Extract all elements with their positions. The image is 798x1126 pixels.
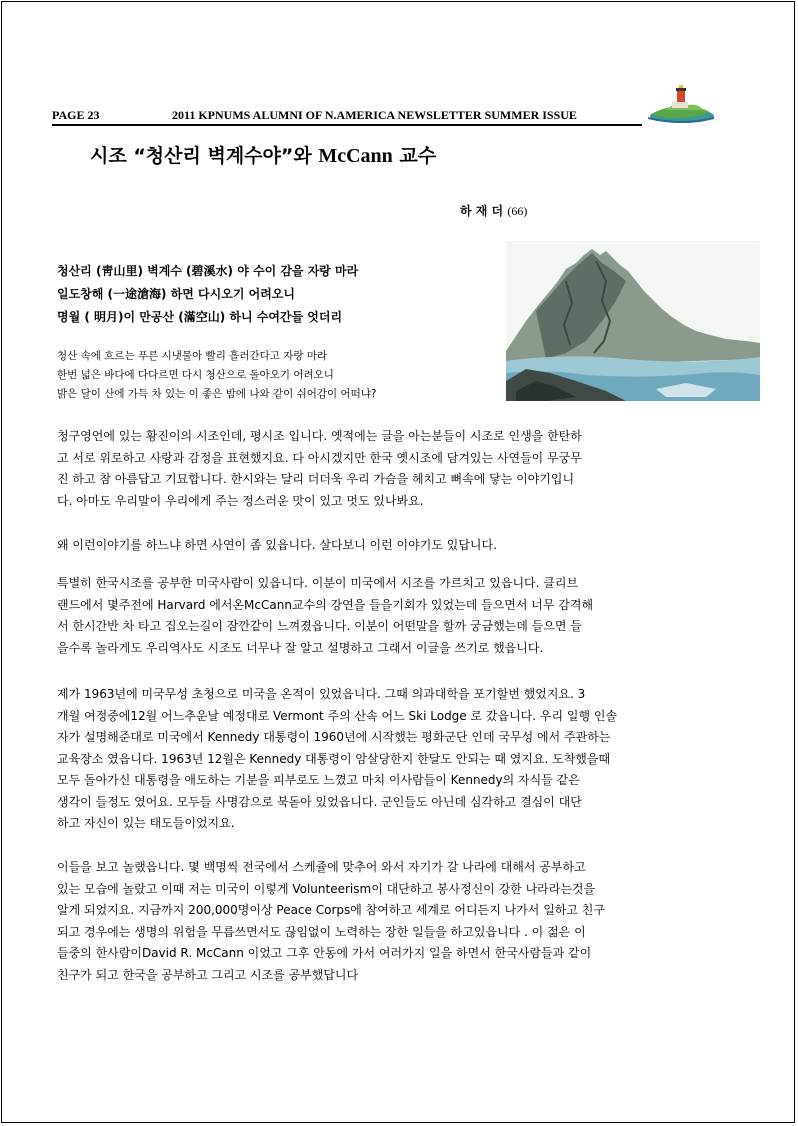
text-line: 되고 경우에는 생명의 위험을 무릅쓰면서도 끊임없이 노력하는 장한 일들을 하고있읍니다 . 이 젊은 이: [57, 924, 586, 939]
text-line: 을수록 놀라게도 우리역사도 시조도 너무나 잘 알고 설명하고 그래서 이글을 쓰기로 했읍니다.: [57, 640, 544, 655]
text-line: 다. 아마도 우리말이 우리에게 주는 정스러운 맛이 있고 멋도 있나봐요.: [57, 493, 424, 508]
text-line: 청구영언에 있는 황진이의 시조인데, 평시조 입니다. 옛적에는 글을 아는분들이 시조로 인생을 한탄하: [57, 429, 582, 443]
text-line: 제가 1963년에 미국무성 초청으로 미국을 온적이 있었읍니다. 그때 의과대학을 포기할번 했었지요. 3: [57, 687, 586, 701]
sijo-poem: [57, 262, 358, 331]
text-line: 랜드에서 몇주전에 Harvard 에서온McCann교수의 강연을 들을기회가 있었는데 들으면서 너무 감격해: [57, 597, 594, 612]
translation-line: 한번 넓은 바다에 다다르면 다시 청산으로 돌아오기 어려오니: [57, 369, 334, 381]
text-line: 있는 모습에 놀랐고 이때 저는 미국이 이렇게 Volunteerism이 대단하고 봉사정신이 강한 나라라는것을: [57, 881, 596, 896]
poem-line: 일도창해 (一途滄海) 하면 다시오기 어려오니: [57, 287, 295, 301]
text-line: 개월 여정중에12월 어느추운날 예정대로 Vermont 주의 산속 어느 Ski Lodge 로 갔읍니다. 우리 일행 인솔: [57, 708, 618, 723]
paragraph-5: [57, 857, 733, 986]
text-line: 자가 설명해준대로 미국에서 Kennedy 대통령이 1960년에 시작했는 평화군단 인데 국무성 에서 주관하는: [57, 730, 611, 744]
paragraph-4: [57, 684, 733, 835]
paragraph-3: [57, 573, 733, 659]
paragraph-1: [57, 426, 733, 512]
text-line: 이들을 보고 놀랬읍니다. 몇 백명씩 전국에서 스케쥴에 맞추어 와서 자기가 갈 나라에 대해서 공부하고: [57, 860, 586, 874]
author-name: 하 재 더: [460, 204, 504, 218]
lighthouse-island-logo: [644, 84, 716, 124]
title-korean: 시조 “청산리 벽계수야”와: [90, 145, 319, 167]
text-line: 특별히 한국시조를 공부한 미국사람이 있읍니다. 이분이 미국에서 시조를 가르치고 있읍니다. 클리브: [57, 576, 579, 590]
poem-translation: [57, 348, 377, 405]
text-line: 고 서로 위로하고 사랑과 감정을 표현했지요. 다 아시겠지만 한국 옛시조에 담겨있는 사연들이 무궁무: [57, 450, 582, 465]
text-line: 알게 되었지요. 지금까지 200,000명이상 Peace Corps에 참여하고 세계로 어디든지 나가서 일하고 친구: [57, 903, 605, 917]
paragraph-2: [57, 535, 733, 557]
author-byline: [460, 202, 527, 219]
text-line: 들중의 한사람이David R. McCann 이었고 그후 안동에 가서 여러가지 일을 하면서 한국사람들과 같이: [57, 946, 592, 960]
text-line: 서 한시간반 차 타고 집오는길이 잠깐같이 느껴졌읍니다. 이분이 어떤말을 할까 궁금했는데 들으면 들: [57, 619, 582, 633]
article-title: [90, 141, 436, 168]
translation-line: 밝은 달이 산에 가득 차 있는 이 좋은 밤에 나와 같이 쉬어감이 어떠냐?: [57, 388, 377, 400]
text-line: 친구가 되고 한국을 공부하고 그리고 시조를 공부했답니다: [57, 967, 359, 982]
text-line: 왜 이런이야기를 하느냐 하면 사연이 좀 있읍니다. 살다보니 이런 이야기도 있답니다.: [57, 538, 497, 552]
mountain-sea-painting: [506, 241, 760, 401]
text-line: 모두 돌아가신 대통령을 애도하는 기분을 피부로도 느꼈고 마치 이사람들이 Kennedy의 자식들 같은: [57, 773, 580, 787]
poem-line: 명월 ( 明月)이 만공산 (滿空山) 하니 수여간들 엇더리: [57, 310, 343, 324]
poem-line: 청산리 (靑山里) 벽계수 (碧溪水) 야 수이 감을 자랑 마라: [57, 264, 359, 278]
text-line: 생각이 들정도 였어요. 모두들 사명감으로 북돋아 있었읍니다. 군인들도 아닌데 심각하고 결심이 대단: [57, 794, 582, 809]
text-line: 하고 자신이 있는 태도들이었지요.: [57, 816, 235, 830]
title-mccann: McCann: [318, 145, 393, 167]
newsletter-title: 2011 KPNUMS ALUMNI OF N.AMERICA NEWSLETTER SUMMER ISSUE: [172, 108, 577, 122]
text-line: 교육장소 였읍니다. 1963년 12월은 Kennedy 대통령이 암살당한지 한달도 안되는 때 였지요. 도착했을때: [57, 751, 611, 766]
author-year: (66): [507, 204, 528, 218]
title-suffix: 교수: [392, 145, 437, 167]
text-line: 진 하고 참 아름답고 기묘합니다. 한시와는 달리 더더욱 우리 가슴을 헤치고 뼈속에 닿는 이야기입니: [57, 472, 575, 486]
page-number: PAGE 23: [52, 108, 100, 122]
newsletter-header: [52, 108, 642, 126]
translation-line: 청산 속에 흐르는 푸른 시냇물아 빨리 흘러간다고 자랑 마라: [57, 350, 328, 362]
